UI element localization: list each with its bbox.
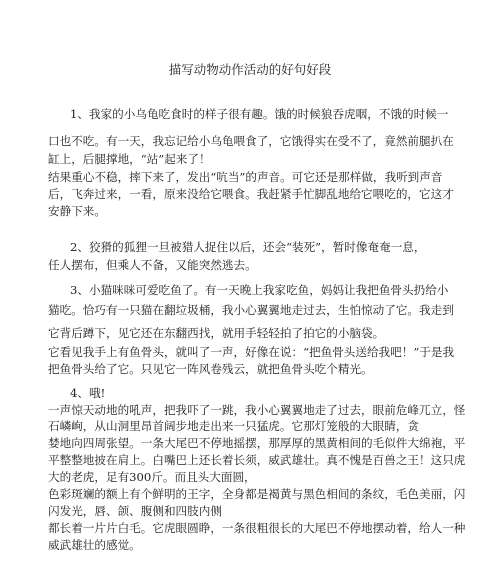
paragraph-2-line-1: 2、狡猾的狐狸一旦被猎人捉住以后，还会“装死”，暂时像奄奄一息，	[70, 240, 426, 254]
document-title: 描写动物动作活动的好句好段	[168, 62, 332, 77]
paragraph-4-line-8: 闪发光，唇、颌、腹侧和四肢内侧	[48, 504, 222, 518]
paragraph-3-line-1: 3、小猫咪咪可爱吃鱼了。有一天晚上我家吃鱼，妈妈让我把鱼骨头扔给小	[70, 283, 449, 297]
paragraph-3-line-2: 猫吃。恰巧有一只猫在翻垃圾桶，我小心翼翼地走过去，生怕惊动了它。我走到	[48, 303, 454, 317]
paragraph-3-line-4: 它看见我手上有鱼骨头，就叫了一声，好像在说：“把鱼骨头送给我吧！”于是我	[48, 345, 455, 359]
paragraph-1-line-3: 缸上，后腿撑地，“站”起来了！	[48, 152, 211, 166]
paragraph-4-line-4: 婪地向四周张望。一条大尾巴不停地摇摆，那厚厚的黑黄相间的毛似件大绵袍，平	[48, 436, 466, 450]
paragraph-4-line-2: 一声惊天动地的吼声，把我吓了一跳，我小心翼翼地走了过去，眼前危峰兀立，怪	[48, 403, 466, 417]
paragraph-1-line-6: 安静下来。	[48, 204, 106, 218]
paragraph-3-line-3: 它背后蹲下，见它还在东翻西找，就用手轻轻拍了拍它的小脑袋。	[48, 326, 385, 340]
paragraph-1-line-2: 口也不吃。有一天，我忘记给小乌龟喂食了，它饿得实在受不了，竟然前腿扒在	[48, 134, 454, 148]
paragraph-1-line-4: 结果重心不稳，摔下来了，发出“吭当”的声音。可它还是那样做，我听到声音	[48, 170, 443, 184]
paragraph-3-line-5: 把鱼骨头给了它。只见它一阵风卷残云，就把鱼骨头吃个精光。	[48, 362, 373, 376]
paragraph-4-line-7: 色彩斑斓的额上有个鲜明的王字，全身都是褐黄与黑色相间的条纹，毛色美丽，闪	[48, 487, 466, 501]
paragraph-4-line-3: 石嶙峋，从山洞里昂首阔步地走出来一只猛虎。它那灯笼般的大眼睛，贪	[48, 419, 420, 433]
paragraph-4-line-9: 都长着一片片白毛。它虎眼圆睁，一条很粗很长的大尾巴不停地摆动着，给人一种	[48, 521, 466, 535]
paragraph-4-line-6: 大的老虎，足有300斤。而且头大面圆，	[48, 470, 256, 484]
paragraph-4-line-10: 威武雄壮的感觉。	[48, 538, 141, 552]
paragraph-1-line-1: 1、我家的小乌龟吃食时的样子很有趣。饿的时候狼吞虎咽，不饿的时候一	[70, 107, 449, 121]
paragraph-4-line-1: 4、哦!	[70, 386, 106, 400]
paragraph-4-line-5: 平整整地披在肩上。白嘴巴上还长着长须，威武雄壮。真不愧是百兽之王！这只虎	[48, 453, 466, 467]
paragraph-2-line-2: 任人摆布，但乘人不备，又能突然逃去。	[48, 258, 257, 272]
paragraph-1-line-5: 后，飞奔过来，一看，原来没给它喂食。我赶紧手忙脚乱地给它喂吃的，它这才	[48, 187, 454, 201]
